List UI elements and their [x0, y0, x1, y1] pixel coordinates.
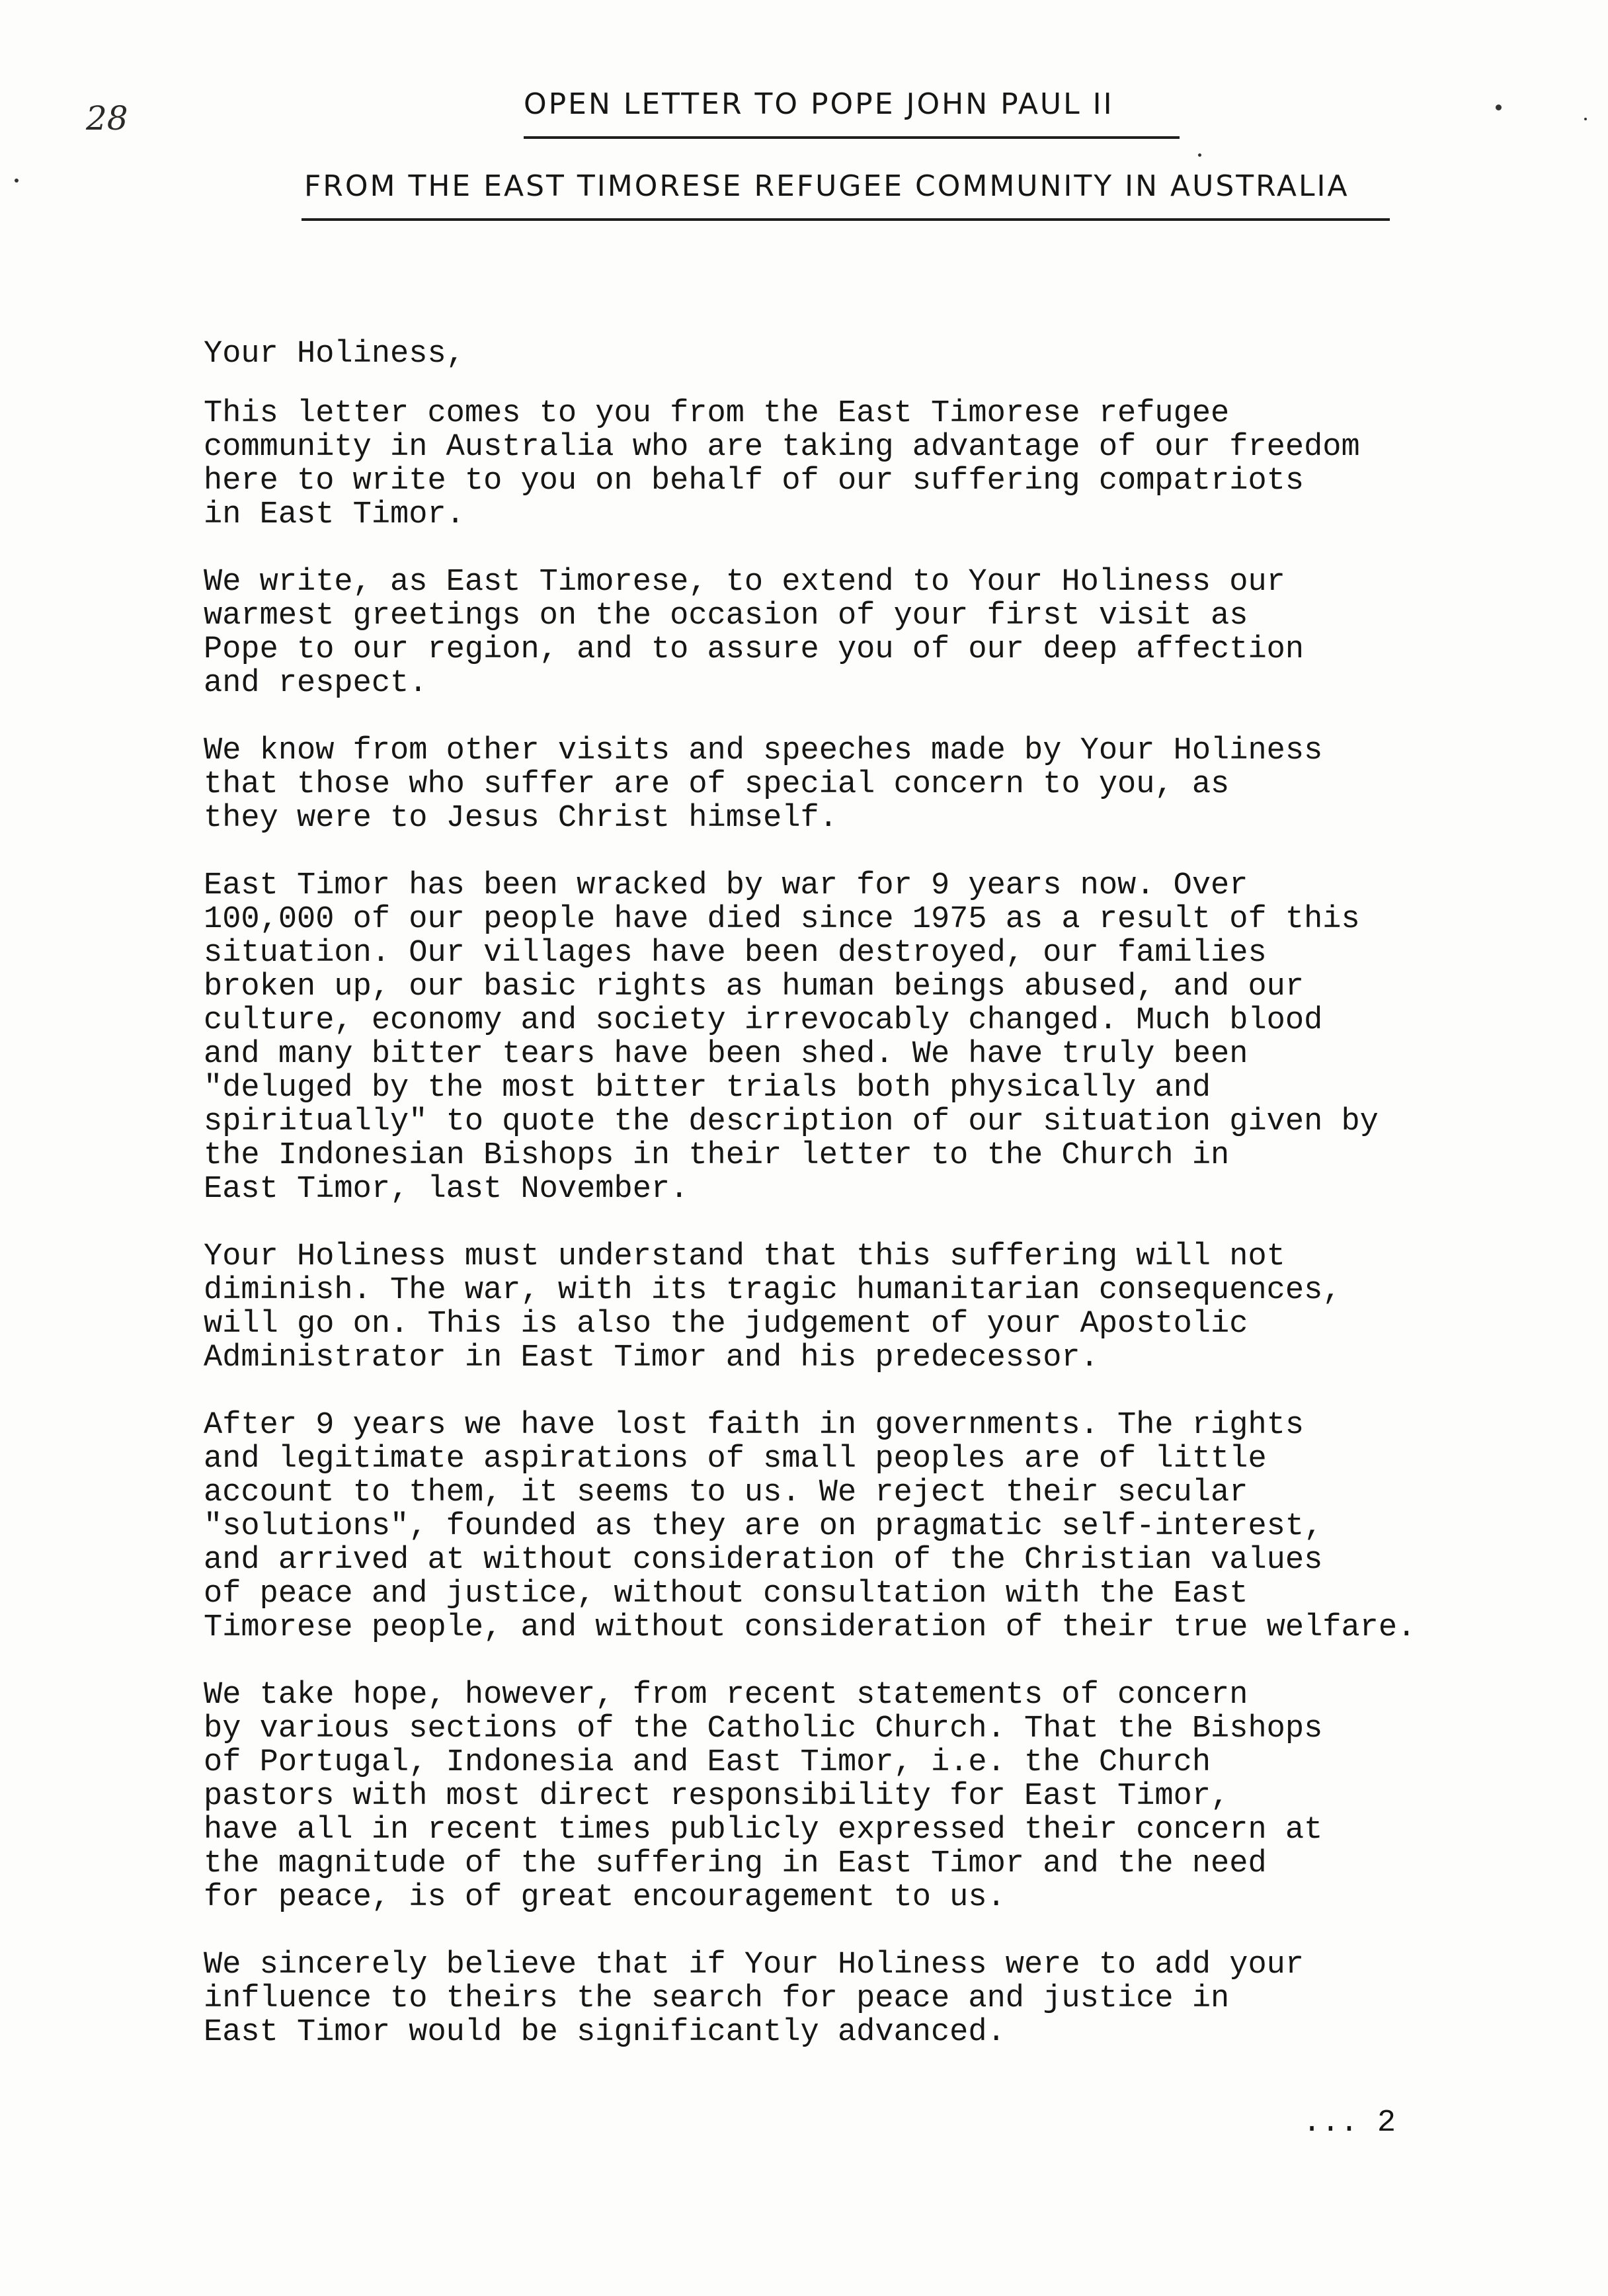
letter-line: "deluged by the most bitter trials both physically and [204, 1071, 1211, 1106]
letter-paragraph [204, 1409, 1552, 1645]
letter-line: the magnitude of the suffering in East Timor and the need [204, 1846, 1267, 1881]
letter-body [204, 397, 1552, 2083]
letter-paragraph [204, 565, 1552, 700]
letter-line: and many bitter tears have been shed. We have truly been [204, 1037, 1248, 1072]
letter-line: of Portugal, Indonesia and East Timor, i.e. the Church [204, 1745, 1211, 1780]
letter-line: We sincerely believe that if Your Holiness were to add your [204, 1948, 1305, 1983]
handwritten-folio-number: 28 [86, 99, 128, 138]
letter-paragraph [204, 1948, 1552, 2049]
letter-line: Your Holiness must understand that this suffering will not [204, 1239, 1285, 1274]
letter-paragraph [204, 734, 1552, 835]
letter-paragraph [204, 397, 1552, 532]
letter-paragraph [204, 1678, 1552, 1914]
letter-line: of peace and justice, without consultation with the East [204, 1577, 1248, 1612]
letter-line: Timorese people, and without consideration of their true welfare. [204, 1610, 1416, 1645]
letter-line: influence to theirs the search for peace and justice in [204, 1981, 1230, 2016]
letter-line: culture, economy and society irrevocably changed. Much blood [204, 1003, 1323, 1038]
letter-line: community in Australia who are taking advantage of our freedom [204, 430, 1360, 465]
letter-line: broken up, our basic rights as human beings abused, and our [204, 969, 1305, 1004]
title-underline [524, 136, 1180, 139]
letter-line: they were to Jesus Christ himself. [204, 801, 838, 836]
letter-line: for peace, is of great encouragement to us. [204, 1880, 1006, 1915]
letter-line: pastors with most direct responsibility for East Timor, [204, 1779, 1230, 1814]
letter-line: here to write to you on behalf of our suffering compatriots [204, 464, 1305, 499]
letter-line: East Timor would be significantly advanced. [204, 2015, 1006, 2050]
letter-line: East Timor, last November. [204, 1172, 689, 1207]
letter-line: situation. Our villages have been destroyed, our families [204, 936, 1267, 971]
letter-line: We know from other visits and speeches made by Your Holiness [204, 733, 1323, 768]
letter-line: that those who suffer are of special concern to you, as [204, 767, 1230, 802]
letter-subtitle: FROM THE EAST TIMORESE REFUGEE COMMUNITY IN AUSTRALIA [304, 169, 1349, 203]
letter-line: spiritually" to quote the description of our situation given by [204, 1104, 1379, 1139]
scan-speck [1584, 118, 1587, 120]
letter-line: by various sections of the Catholic Church. That the Bishops [204, 1711, 1323, 1746]
letter-line: account to them, it seems to us. We reject their secular [204, 1475, 1248, 1510]
letter-line: "solutions", founded as they are on pragmatic self-interest, [204, 1509, 1323, 1544]
salutation: Your Holiness, [204, 337, 465, 372]
letter-line: in East Timor. [204, 497, 465, 532]
letter-line: Pope to our region, and to assure you of our deep affection [204, 632, 1305, 667]
letter-line: diminish. The war, with its tragic humanitarian consequences, [204, 1273, 1342, 1308]
scan-speck [1496, 104, 1502, 110]
continuation-marker: ... 2 [1303, 2106, 1396, 2141]
letter-line: East Timor has been wracked by war for 9 years now. Over [204, 868, 1248, 903]
letter-line: will go on. This is also the judgement of your Apostolic [204, 1307, 1248, 1342]
scan-speck [15, 179, 19, 183]
letter-title: OPEN LETTER TO POPE JOHN PAUL II [524, 87, 1114, 121]
letter-line: and respect. [204, 666, 428, 701]
letter-line: After 9 years we have lost faith in governments. The rights [204, 1408, 1305, 1443]
letter-line: Administrator in East Timor and his predecessor. [204, 1340, 1099, 1375]
letter-line: and legitimate aspirations of small peoples are of little [204, 1442, 1267, 1477]
letter-line: 100,000 of our people have died since 1975 as a result of this [204, 902, 1360, 937]
letter-line: and arrived at without consideration of the Christian values [204, 1543, 1323, 1578]
letter-paragraph [204, 869, 1552, 1206]
subtitle-underline [302, 218, 1390, 221]
scan-speck [1198, 153, 1201, 157]
letter-paragraph [204, 1240, 1552, 1375]
letter-line: We write, as East Timorese, to extend to Your Holiness our [204, 565, 1285, 600]
letter-line: the Indonesian Bishops in their letter to the Church in [204, 1138, 1230, 1173]
letter-line: We take hope, however, from recent statements of concern [204, 1678, 1248, 1713]
letter-line: warmest greetings on the occasion of your first visit as [204, 598, 1248, 634]
letter-line: This letter comes to you from the East Timorese refugee [204, 396, 1230, 431]
letter-line: have all in recent times publicly expressed their concern at [204, 1813, 1323, 1848]
